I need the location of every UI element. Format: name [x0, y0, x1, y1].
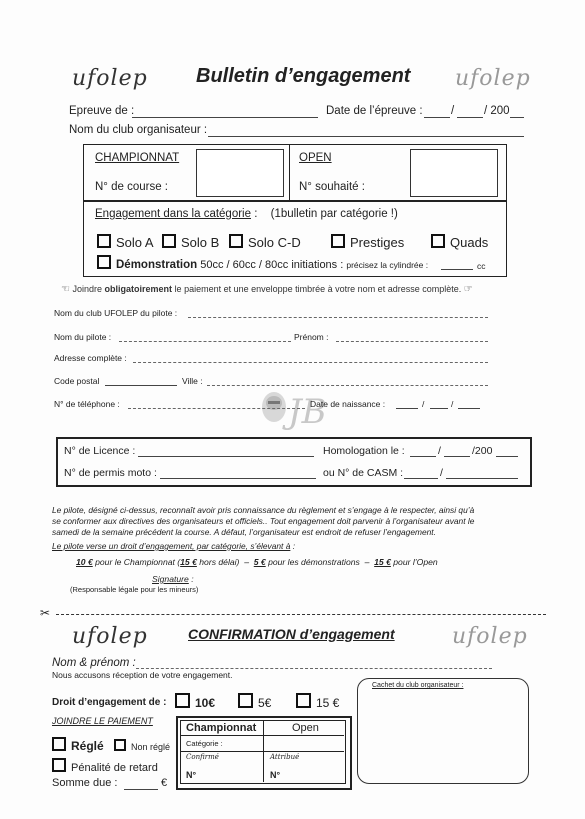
cylindree-unit: cc	[477, 261, 486, 271]
fee-5-checkbox[interactable]	[238, 693, 253, 708]
somme-field[interactable]	[124, 789, 158, 790]
fee1-text2: hors délai)	[199, 557, 240, 567]
demo-label: Démonstration	[116, 259, 198, 271]
penalite-checkbox[interactable]	[52, 758, 66, 772]
watermark-emblem	[256, 383, 327, 435]
naissance-label: Date de naissance :	[310, 399, 386, 409]
homo-day-field[interactable]	[410, 456, 436, 457]
naissance-month-field[interactable]	[430, 408, 448, 409]
somme-label: Somme due :	[52, 777, 118, 789]
category-heading: Engagement dans la catégorie	[95, 208, 251, 220]
date-year: / 200	[484, 105, 510, 117]
category-note: (1bulletin par catégorie !)	[270, 208, 398, 220]
licence-field[interactable]	[138, 456, 314, 457]
solo-cd-label: Solo C-D	[248, 235, 301, 250]
solo-a-option[interactable]	[97, 234, 154, 250]
naissance-year-field[interactable]	[458, 408, 480, 409]
solo-cd-option[interactable]	[229, 234, 301, 250]
table-col-championnat: Championnat	[186, 722, 257, 734]
accuse-text: Nous accusons réception de votre engagement.	[52, 670, 233, 680]
droit-label: Droit d’engagement de :	[52, 697, 167, 708]
cachet-label: Cachet du club organisateur :	[372, 682, 464, 689]
date-day-field[interactable]	[424, 117, 450, 118]
date-year-field[interactable]	[510, 117, 524, 118]
cachet-box	[357, 678, 529, 784]
prestiges-label: Prestiges	[350, 235, 405, 250]
date-month-field[interactable]	[457, 117, 483, 118]
joindre-suffix: le paiement et une enveloppe timbrée à votre nom et adresse complète.	[174, 284, 462, 294]
non-regle-option[interactable]	[114, 739, 170, 752]
prestiges-checkbox[interactable]	[331, 234, 345, 248]
confirmation-title: CONFIRMATION d’engagement	[188, 626, 395, 642]
regle-option[interactable]	[52, 737, 104, 753]
fee3-amount: 15 €	[374, 557, 391, 567]
signature-label: Signature	[152, 574, 189, 584]
fee3-text: pour l’Open	[393, 557, 438, 567]
demo-checkbox[interactable]	[97, 255, 111, 269]
permis-field[interactable]	[160, 478, 316, 479]
adresse-label: Adresse complète :	[54, 353, 127, 363]
solo-b-option[interactable]	[162, 234, 219, 250]
table-attribue: Attribué	[270, 753, 300, 761]
cylindree-field[interactable]	[441, 269, 473, 270]
disclaimer-line-3: samedi de la semaine précédent la course. A défaut, l’organisateur est endroit de refuser l’engagement.	[52, 527, 436, 537]
fee-15-label: 15 €	[316, 696, 340, 710]
club-organisateur-label: Nom du club organisateur :	[69, 124, 208, 136]
fee-10-option[interactable]	[175, 693, 215, 710]
non-regle-label: Non réglé	[131, 742, 171, 752]
solo-b-checkbox[interactable]	[162, 234, 176, 248]
quads-option[interactable]	[431, 234, 488, 250]
pilot-prenom-label: Prénom :	[294, 332, 329, 342]
solo-a-label: Solo A	[116, 235, 154, 250]
quads-checkbox[interactable]	[431, 234, 445, 248]
somme-unit: €	[161, 777, 168, 789]
casm-sep: /	[440, 467, 443, 479]
pilot-club-label: Nom du club UFOLEP du pilote :	[54, 308, 178, 318]
tel-label: N° de téléphone :	[54, 399, 120, 409]
pilot-club-field[interactable]	[188, 317, 488, 318]
quads-label: Quads	[450, 235, 489, 250]
fee-line	[76, 557, 438, 567]
joindre-bold: obligatoirement	[104, 284, 173, 294]
page-title: Bulletin d’engagement	[196, 65, 411, 87]
signature-colon: :	[191, 574, 194, 584]
homo-year: /200	[472, 445, 493, 457]
course-label: N° de course :	[95, 181, 168, 193]
epreuve-label: Epreuve de :	[69, 105, 135, 117]
tel-field[interactable]	[128, 408, 305, 409]
championnat-title: CHAMPIONNAT	[95, 152, 180, 164]
ville-label: Ville :	[182, 376, 203, 386]
joindre-prefix: Joindre	[72, 284, 103, 294]
joindre-note	[61, 284, 473, 295]
souhaite-number-box[interactable]	[410, 149, 498, 197]
homo-month-field[interactable]	[444, 456, 470, 457]
scissors-icon: ✂	[40, 606, 51, 620]
naissance-sep2: /	[451, 399, 454, 409]
naissance-day-field[interactable]	[396, 408, 418, 409]
table-categorie: Catégorie :	[186, 739, 227, 748]
demo-hint: précisez la cylindrée :	[346, 260, 429, 270]
fee-5-label: 5€	[258, 696, 272, 710]
licence-label: N° de Licence :	[64, 445, 136, 457]
fee-15-checkbox[interactable]	[296, 693, 311, 708]
confirm-nom-label: Nom & prénom :	[52, 657, 136, 669]
pilot-nom-field[interactable]	[119, 341, 291, 342]
fee1-late: 15 €	[180, 557, 197, 567]
table-n2: N°	[270, 770, 281, 780]
pilot-prenom-field[interactable]	[336, 341, 488, 342]
regle-checkbox[interactable]	[52, 737, 66, 751]
cp-field[interactable]	[105, 385, 177, 386]
casm-field-1[interactable]	[404, 478, 438, 479]
date-label: Date de l’épreuve :	[326, 105, 423, 117]
pilot-nom-label: Nom du pilote :	[54, 332, 112, 342]
prestiges-option[interactable]	[331, 234, 404, 250]
solo-a-checkbox[interactable]	[97, 234, 111, 248]
ufolep-logo-confirm-left: ufolep	[72, 624, 148, 649]
championship-divider	[289, 144, 290, 201]
solo-b-label: Solo B	[181, 235, 220, 250]
demo-option[interactable]	[97, 255, 428, 271]
adresse-field[interactable]	[133, 362, 488, 363]
date-sep: /	[451, 105, 455, 117]
category-heading-colon: :	[254, 208, 258, 220]
open-title: OPEN	[299, 152, 332, 164]
signature-note: (Responsable légale pour les mineurs)	[70, 585, 199, 594]
fee-10-label: 10€	[195, 696, 216, 710]
table-n1: N°	[186, 770, 197, 780]
epreuve-field[interactable]	[132, 117, 318, 118]
confirm-table-hline-2	[180, 751, 344, 752]
homo-year-field[interactable]	[496, 456, 518, 457]
penalite-option[interactable]	[52, 758, 158, 774]
pointing-hand-icon: ☞	[463, 284, 473, 295]
table-confirme: Confirmé	[186, 753, 219, 761]
ville-field[interactable]	[207, 385, 488, 386]
svg-text:JB: JB	[288, 392, 327, 432]
fee2-amount: 5 €	[253, 557, 266, 567]
regle-label: Réglé	[71, 739, 104, 753]
demo-rest: 50cc / 60cc / 80cc initiations :	[200, 259, 344, 271]
fee2-text: pour les démonstrations	[268, 557, 360, 567]
fee-10-checkbox[interactable]	[175, 693, 190, 708]
fee-heading: Le pilote verse un droit d’engagement, par catégorie, s’élevant à	[52, 541, 291, 551]
disclaimer-line-2: se conformer aux directives des organisateurs et officiels.. Tout engagement doit parvenir à l’organisateur avant le	[52, 516, 475, 526]
homologation-label: Homologation le :	[323, 445, 405, 457]
club-organisateur-field[interactable]	[208, 136, 524, 137]
fee-dash-2: –	[364, 557, 370, 567]
confirm-nom-field[interactable]	[136, 668, 492, 669]
casm-field-2[interactable]	[446, 478, 518, 479]
cp-label: Code postal	[54, 376, 100, 386]
penalite-label: Pénalité de retard	[71, 762, 158, 774]
casm-label: ou N° de CASM :	[323, 467, 404, 479]
fee-5-option[interactable]	[238, 693, 271, 710]
fee-heading-colon: :	[292, 541, 296, 551]
fee-dash-1: –	[244, 557, 249, 567]
fee1-amount: 10 €	[76, 557, 93, 567]
table-col-open: Open	[292, 722, 319, 734]
course-number-box[interactable]	[196, 149, 284, 197]
ufolep-logo-right: ufolep	[455, 66, 531, 91]
non-regle-checkbox[interactable]	[114, 739, 126, 751]
confirm-table-hline-1	[180, 735, 344, 736]
ufolep-logo-confirm-right: ufolep	[452, 624, 528, 649]
cut-line	[56, 614, 546, 615]
solo-cd-checkbox[interactable]	[229, 234, 243, 248]
permis-label: N° de permis moto :	[64, 467, 157, 479]
disclaimer-line-1: Le pilote, désigné ci-dessus, reconnaît avoir pris connaissance du règlement et s’engage à le respecter, ainsi qu’à	[52, 505, 475, 515]
souhaite-label: N° souhaité :	[299, 181, 365, 193]
ufolep-logo-left: ufolep	[72, 66, 148, 91]
joindre-paiement: JOINDRE LE PAIEMENT	[52, 716, 153, 726]
naissance-sep1: /	[422, 399, 425, 409]
homo-sep: /	[438, 445, 441, 457]
pointing-hand-icon: ☜	[61, 284, 70, 295]
fee1-text: pour le Championnat (	[95, 557, 181, 567]
fee-15-option[interactable]	[296, 693, 339, 710]
